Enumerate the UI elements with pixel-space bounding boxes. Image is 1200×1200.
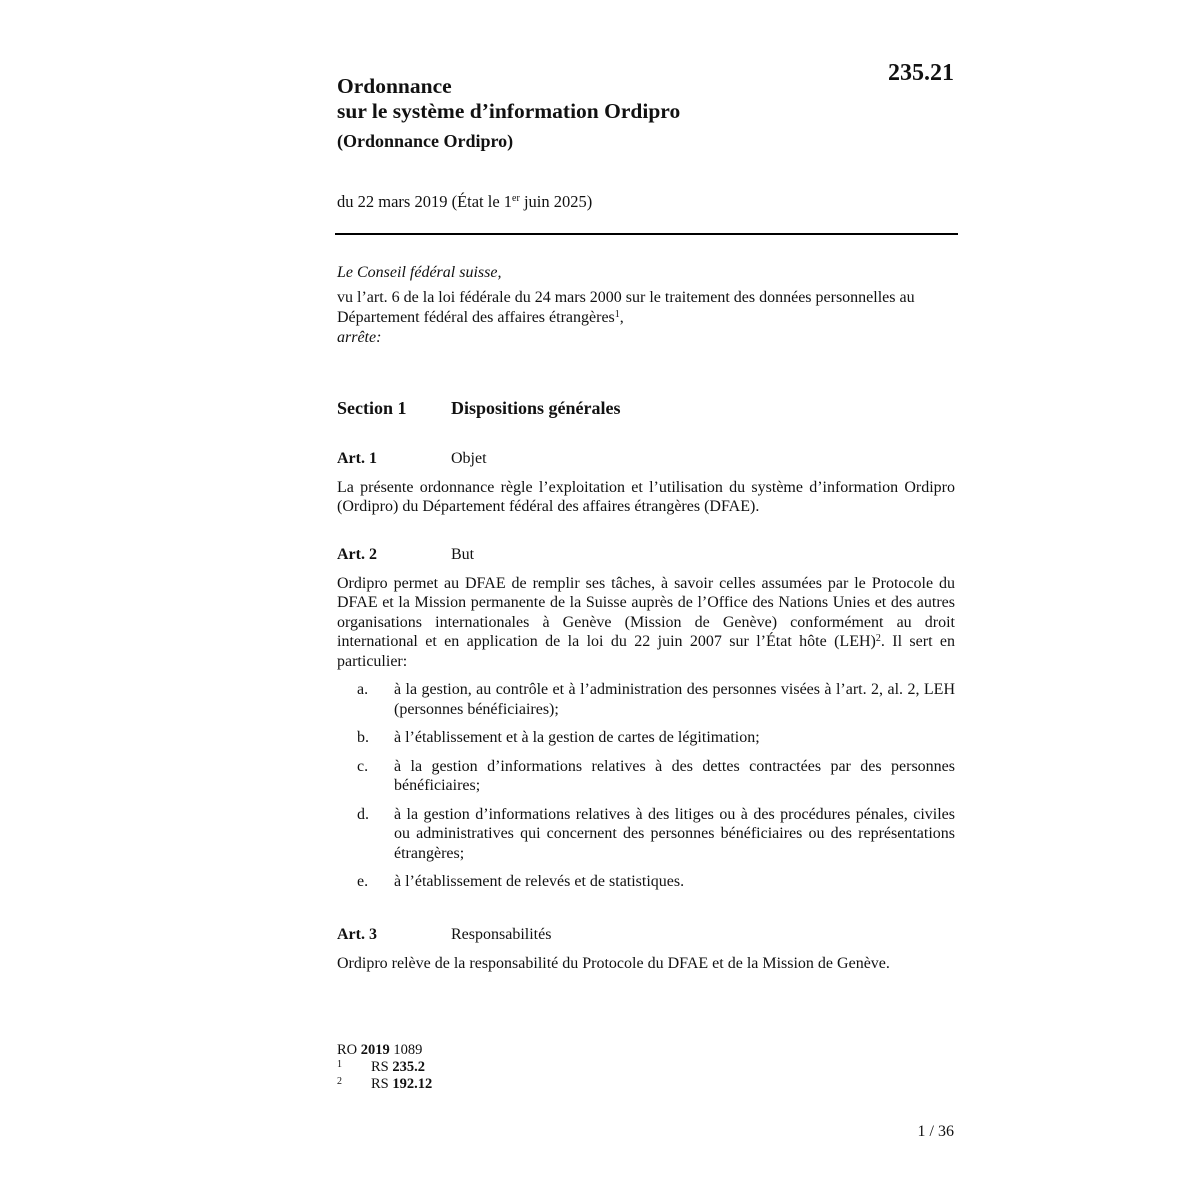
footnote-2 xyxy=(337,1076,432,1093)
article-number: Art. 2 xyxy=(337,546,377,563)
list-item xyxy=(337,872,955,892)
preamble xyxy=(337,263,957,348)
ro-year: 2019 xyxy=(360,1042,390,1058)
sr-number: 235.21 xyxy=(888,60,954,86)
list-letter: a. xyxy=(357,681,369,698)
list-letter: d. xyxy=(357,805,369,823)
article-title: Responsabilités xyxy=(451,926,552,943)
article-number: Art. 1 xyxy=(337,450,377,467)
footnote-mark: 2 xyxy=(337,1076,342,1087)
article-text xyxy=(337,574,955,672)
title-line-2: sur le système d’information Ordipro xyxy=(337,99,681,123)
footnote-prefix: RS xyxy=(371,1059,393,1075)
list-letter: e. xyxy=(357,873,369,890)
article-3 xyxy=(337,925,955,973)
date-prefix: du 22 mars 2019 (État le 1 xyxy=(337,192,513,211)
article-text: Ordipro relève de la responsabilité du Protocole du DFAE et de la Mission de Genève. xyxy=(337,954,890,972)
footnote-ref-2[interactable]: 2 xyxy=(875,633,881,644)
section-number: Section 1 xyxy=(337,398,407,418)
list-text: à la gestion d’informations relatives à des litiges ou à des procédures pénales, civiles ou administratives qui concernent des personnes bénéficiaires ou des représentations étrangères; xyxy=(394,805,955,862)
document-page xyxy=(337,0,958,1200)
title-block xyxy=(337,74,857,154)
preamble-decree: arrête: xyxy=(337,329,382,346)
list-letter: c. xyxy=(357,757,369,775)
article-1 xyxy=(337,449,955,517)
section-title: Dispositions générales xyxy=(451,398,621,418)
list-text: à l’établissement et à la gestion de cartes de légitimation; xyxy=(394,729,760,746)
footnote-ref-number[interactable]: 235.2 xyxy=(392,1059,425,1075)
list-item xyxy=(337,728,955,748)
list-text: à la gestion d’informations relatives à des dettes contractées par des personnes bénéficiaires; xyxy=(394,757,955,794)
page-number: 1 / 36 xyxy=(917,1123,954,1140)
ro-page: 1089 xyxy=(389,1042,423,1058)
preamble-basis xyxy=(337,288,957,328)
list-letter: b. xyxy=(357,729,369,746)
date-suffix: juin 2025) xyxy=(519,192,593,211)
article-title: Objet xyxy=(451,450,487,467)
article-title: But xyxy=(451,546,475,563)
footnote-ref-number[interactable]: 192.12 xyxy=(392,1076,433,1092)
short-title: (Ordonnance Ordipro) xyxy=(337,131,514,151)
article-2 xyxy=(337,545,955,901)
list-item xyxy=(337,805,955,864)
header-divider xyxy=(335,233,958,235)
article-2-text-end: . Il sert en particulier: xyxy=(337,633,955,670)
article-text: La présente ordonnance règle l’exploitation et l’utilisation du système d’information Ordipro (Ordipro) du Département fédéral des affaires étrangères (DFAE). xyxy=(337,478,955,515)
date-superscript: er xyxy=(512,193,520,204)
footnotes xyxy=(337,1042,432,1093)
article-2-list xyxy=(337,680,955,892)
footnote-ref-1[interactable]: 1 xyxy=(614,309,620,320)
footnote-text xyxy=(371,1076,432,1093)
preamble-authority: Le Conseil fédéral suisse, xyxy=(337,264,502,281)
footnote-1 xyxy=(337,1059,432,1076)
date-line xyxy=(337,192,592,212)
footnote-text xyxy=(371,1059,425,1076)
list-item xyxy=(337,757,955,796)
footnote-mark: 1 xyxy=(337,1059,342,1070)
article-number: Art. 3 xyxy=(337,926,377,943)
ro-reference xyxy=(337,1042,432,1059)
article-heading xyxy=(337,545,955,565)
title-line-1: Ordonnance xyxy=(337,74,452,98)
list-item xyxy=(337,680,955,719)
preamble-basis-text: vu l’art. 6 de la loi fédérale du 24 mars 2000 sur le traitement des données personnelles au Département fédéral des affaires étrangères xyxy=(337,289,915,326)
list-text: à l’établissement de relevés et de statistiques. xyxy=(394,873,685,890)
article-2-text: Ordipro permet au DFAE de remplir ses tâches, à savoir celles assumées par le Protocole du DFAE et la Mission permanente de la Suisse auprès de l’Office des Nations Unies et des autres organisations internationales à Genève (Mission de Genève) conformément au droit international et en application de la loi du 22 juin 2007 sur l’État hôte (LEH) xyxy=(337,574,955,650)
article-heading xyxy=(337,925,955,945)
section-heading xyxy=(337,398,621,419)
list-text: à la gestion, au contrôle et à l’administration des personnes visées à l’art. 2, al. 2, LEH (personnes bénéficiaires); xyxy=(394,681,955,718)
ro-prefix: RO xyxy=(337,1042,361,1058)
footnote-prefix: RS xyxy=(371,1076,393,1092)
article-heading xyxy=(337,449,955,469)
preamble-basis-end: , xyxy=(619,309,624,326)
